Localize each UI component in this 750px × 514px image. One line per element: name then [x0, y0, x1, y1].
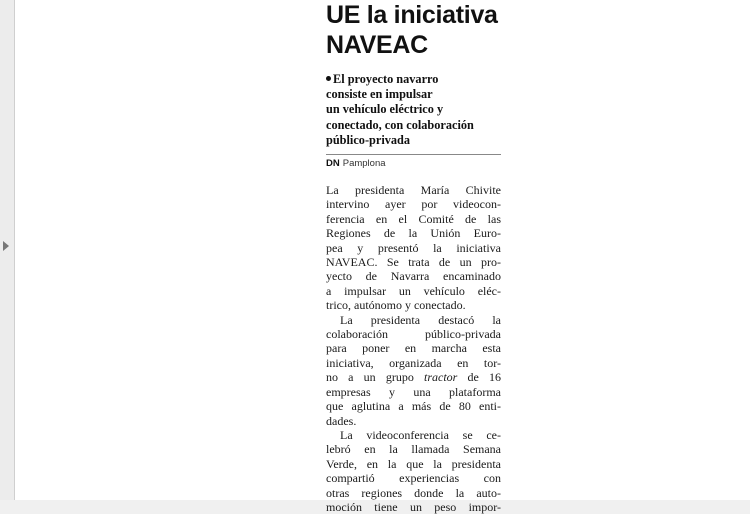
headline-line: NAVEAC: [326, 31, 428, 59]
body-line: moción tiene un peso impor-: [326, 499, 501, 514]
newspaper-page: [15, 0, 750, 514]
body-line: pea y presentó la iniciativa: [326, 240, 501, 255]
subheadline-line: [326, 72, 501, 87]
byline-location: Pamplona: [342, 158, 386, 169]
subheadline-line: un vehículo eléctrico y: [326, 102, 444, 117]
emphasis-tractor: tractor: [424, 370, 458, 385]
body-line: colaboración público-privada: [326, 327, 501, 342]
body-line: lebró en la llamada Semana: [326, 442, 501, 457]
body-text-run: no a un grupo: [326, 370, 414, 385]
body-line: La videoconferencia se ce-: [340, 427, 501, 442]
bullet-icon: [326, 76, 331, 81]
body-line: Regiones de la Unión Euro-: [326, 226, 501, 241]
body-line: [326, 370, 501, 384]
article-body: [326, 183, 501, 514]
body-line: iniciativa, organizada en tor-: [326, 355, 501, 370]
subheadline-line: conectado, con colaboración: [326, 117, 474, 132]
subheadline: [326, 72, 501, 148]
body-line: Verde, en la que la presidenta: [326, 456, 501, 471]
body-line: compartió experiencias con: [326, 471, 501, 486]
paragraph: [326, 183, 501, 313]
body-line: ferencia en el Comité de las: [326, 211, 501, 226]
body-text-run: de 16: [467, 370, 502, 385]
body-line: dades.: [326, 413, 357, 428]
body-line: intervino ayer por videocon-: [326, 197, 501, 212]
body-line: empresas y una plataforma: [326, 384, 501, 399]
body-line: yecto de Navarra encaminado: [326, 269, 501, 284]
body-line: La presidenta destacó la: [340, 312, 501, 327]
body-line: otras regiones donde la auto-: [326, 485, 501, 500]
byline-agency: DN: [326, 158, 340, 169]
byline-divider: [326, 154, 501, 155]
body-line: trico, autónomo y conectado.: [326, 298, 466, 313]
left-rail: [0, 0, 15, 500]
body-line: a impulsar un vehículo eléc-: [326, 283, 501, 298]
subheadline-text: El proyecto navarro: [333, 72, 439, 86]
body-line: para poner en marcha esta: [326, 341, 501, 356]
body-line: que aglutina a más de 80 enti-: [326, 399, 501, 414]
body-line: La presidenta María Chivite: [326, 183, 501, 197]
expand-arrow-icon[interactable]: [3, 241, 9, 251]
byline: [326, 158, 386, 170]
headline-line: UE la iniciativa: [326, 1, 498, 29]
paragraph: [326, 428, 501, 514]
headline: [326, 0, 586, 60]
subheadline-line: consiste en impulsar: [326, 87, 433, 102]
paragraph: [326, 313, 501, 428]
subheadline-line: público-privada: [326, 132, 411, 147]
body-line: NAVEAC. Se trata de un pro-: [326, 255, 501, 270]
